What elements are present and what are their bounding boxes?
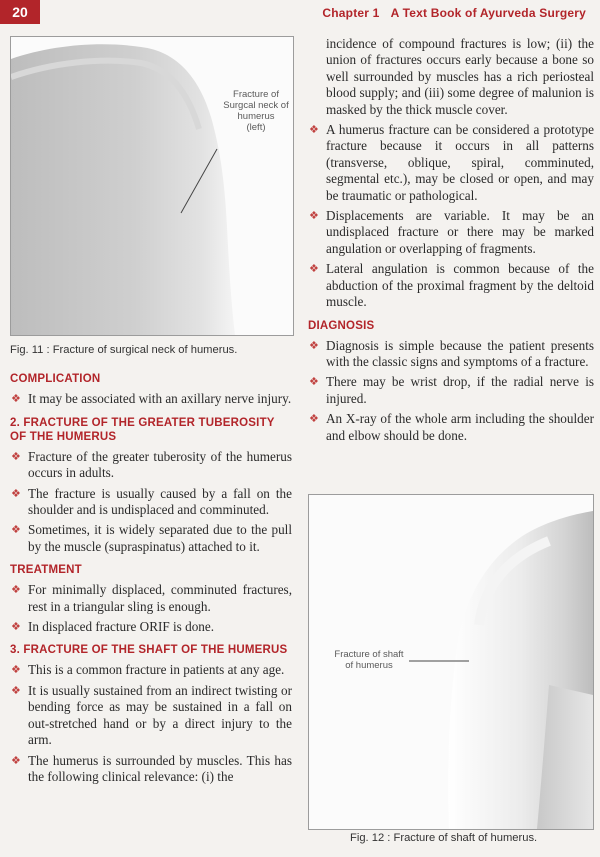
list-item: ❖ Displacements are variable. It may be an undisplaced fracture or there may be marked angulation or overlapping of fragments. xyxy=(309,208,594,256)
page-number: 20 xyxy=(0,0,40,24)
bullet-icon: ❖ xyxy=(11,450,21,463)
bullet-icon: ❖ xyxy=(309,339,319,352)
complication-list xyxy=(10,391,292,407)
diagnosis-heading: DIAGNOSIS xyxy=(308,319,375,332)
bullet-icon: ❖ xyxy=(11,621,21,634)
right-column xyxy=(308,36,594,448)
continued-paragraph: incidence of compound fractures is low; (ii) the union of fractures occurs early because a bone so well surrounded by muscles has a rich periosteal blood supply; and (iii) some degree of malunion is masked by the thick muscle cover. xyxy=(326,36,594,117)
list-item: ❖ Lateral angulation is common because of the abduction of the proximal fragment by the deltoid muscle. xyxy=(309,261,594,310)
bullet-icon: ❖ xyxy=(11,524,21,537)
book-title: A Text Book of Ayurveda Surgery xyxy=(390,6,586,20)
complication-heading: COMPLICATION xyxy=(10,373,101,386)
running-head xyxy=(322,6,586,20)
bullet-icon: ❖ xyxy=(309,376,319,389)
list-item: ❖ A humerus fracture can be considered a prototype fracture because it occurs in all patterns (transverse, oblique, spiral, comminuted, segmental etc.), may be closed or open, and may be traumatic or pathological. xyxy=(309,122,594,203)
figure-12-caption: Fig. 12 : Fracture of shaft of humerus. xyxy=(350,832,538,844)
figure-11-label-line: Surgcal neck of xyxy=(223,100,289,111)
bullet-icon: ❖ xyxy=(11,584,21,597)
figure-11-label-line: (left) xyxy=(246,122,266,133)
bullet-icon: ❖ xyxy=(309,124,319,137)
list-item: ❖ Sometimes, it is widely separated due to the pull by the muscle (supraspinatus) attached to it. xyxy=(11,522,292,554)
bullet-icon: ❖ xyxy=(11,664,21,677)
bullet-icon: ❖ xyxy=(11,684,21,697)
figure-12-xray xyxy=(308,494,594,830)
list-item: ❖ In displaced fracture ORIF is done. xyxy=(11,619,215,635)
figure-11-label xyxy=(219,89,293,133)
treatment-heading: TREATMENT xyxy=(10,564,82,577)
figure-11-caption: Fig. 11 : Fracture of surgical neck of humerus. xyxy=(10,344,238,356)
shaft-fracture-heading: 3. FRACTURE OF THE SHAFT OF THE HUMERUS xyxy=(10,644,288,657)
list-item: ❖ It may be associated with an axillary nerve injury. xyxy=(11,391,292,407)
list-item: ❖ Diagnosis is simple because the patient presents with the classic signs and symptoms of a fracture. xyxy=(309,337,594,369)
left-column xyxy=(10,36,292,789)
shoulder-xray-image xyxy=(11,37,293,335)
bullet-icon: ❖ xyxy=(11,754,21,767)
figure-12-label xyxy=(327,649,411,671)
bullet-icon: ❖ xyxy=(11,393,21,406)
list-item: ❖ This is a common fracture in patients at any age. xyxy=(11,662,285,678)
diagnosis-list xyxy=(308,338,594,444)
figure-12-label-line: of humerus xyxy=(345,660,393,671)
treatment-list xyxy=(10,582,292,635)
list-item: ❖ For minimally displaced, comminuted fractures, rest in a triangular sling is enough. xyxy=(11,582,292,614)
bullet-icon: ❖ xyxy=(309,413,319,426)
greater-tuberosity-heading: 2. FRACTURE OF THE GREATER TUBEROSITY OF THE HUMERUS xyxy=(10,416,275,443)
bullet-icon: ❖ xyxy=(309,263,319,276)
list-item: ❖ An X-ray of the whole arm including the shoulder and elbow should be done. xyxy=(309,411,594,443)
list-item: ❖ The humerus is surrounded by muscles. This has the following clinical relevance: (i) the xyxy=(11,752,292,784)
list-item: ❖ The fracture is usually caused by a fall on the shoulder and is undisplaced and comminuted. xyxy=(11,485,292,518)
bullet-icon: ❖ xyxy=(11,487,21,500)
list-item: ❖ Fracture of the greater tuberosity of the humerus occurs in adults. xyxy=(11,448,292,481)
list-item: ❖ It is usually sustained from an indirect twisting or bending force as may be sustained in a fall on out-stretched hand or by a direct injury to the arm. xyxy=(11,682,292,748)
greater-tuberosity-list xyxy=(10,449,292,555)
list-item: ❖ There may be wrist drop, if the radial nerve is injured. xyxy=(309,374,594,406)
figure-11-label-line: humerus xyxy=(237,111,275,122)
figure-11-xray xyxy=(10,36,294,336)
figure-11-label-line: Fracture of xyxy=(233,89,279,100)
bullet-icon: ❖ xyxy=(309,210,319,223)
chapter-label: Chapter 1 xyxy=(322,6,380,20)
figure-12-label-line: Fracture of shaft xyxy=(334,649,404,660)
shaft-fracture-list xyxy=(10,662,292,785)
humerus-relevance-list xyxy=(308,122,594,310)
